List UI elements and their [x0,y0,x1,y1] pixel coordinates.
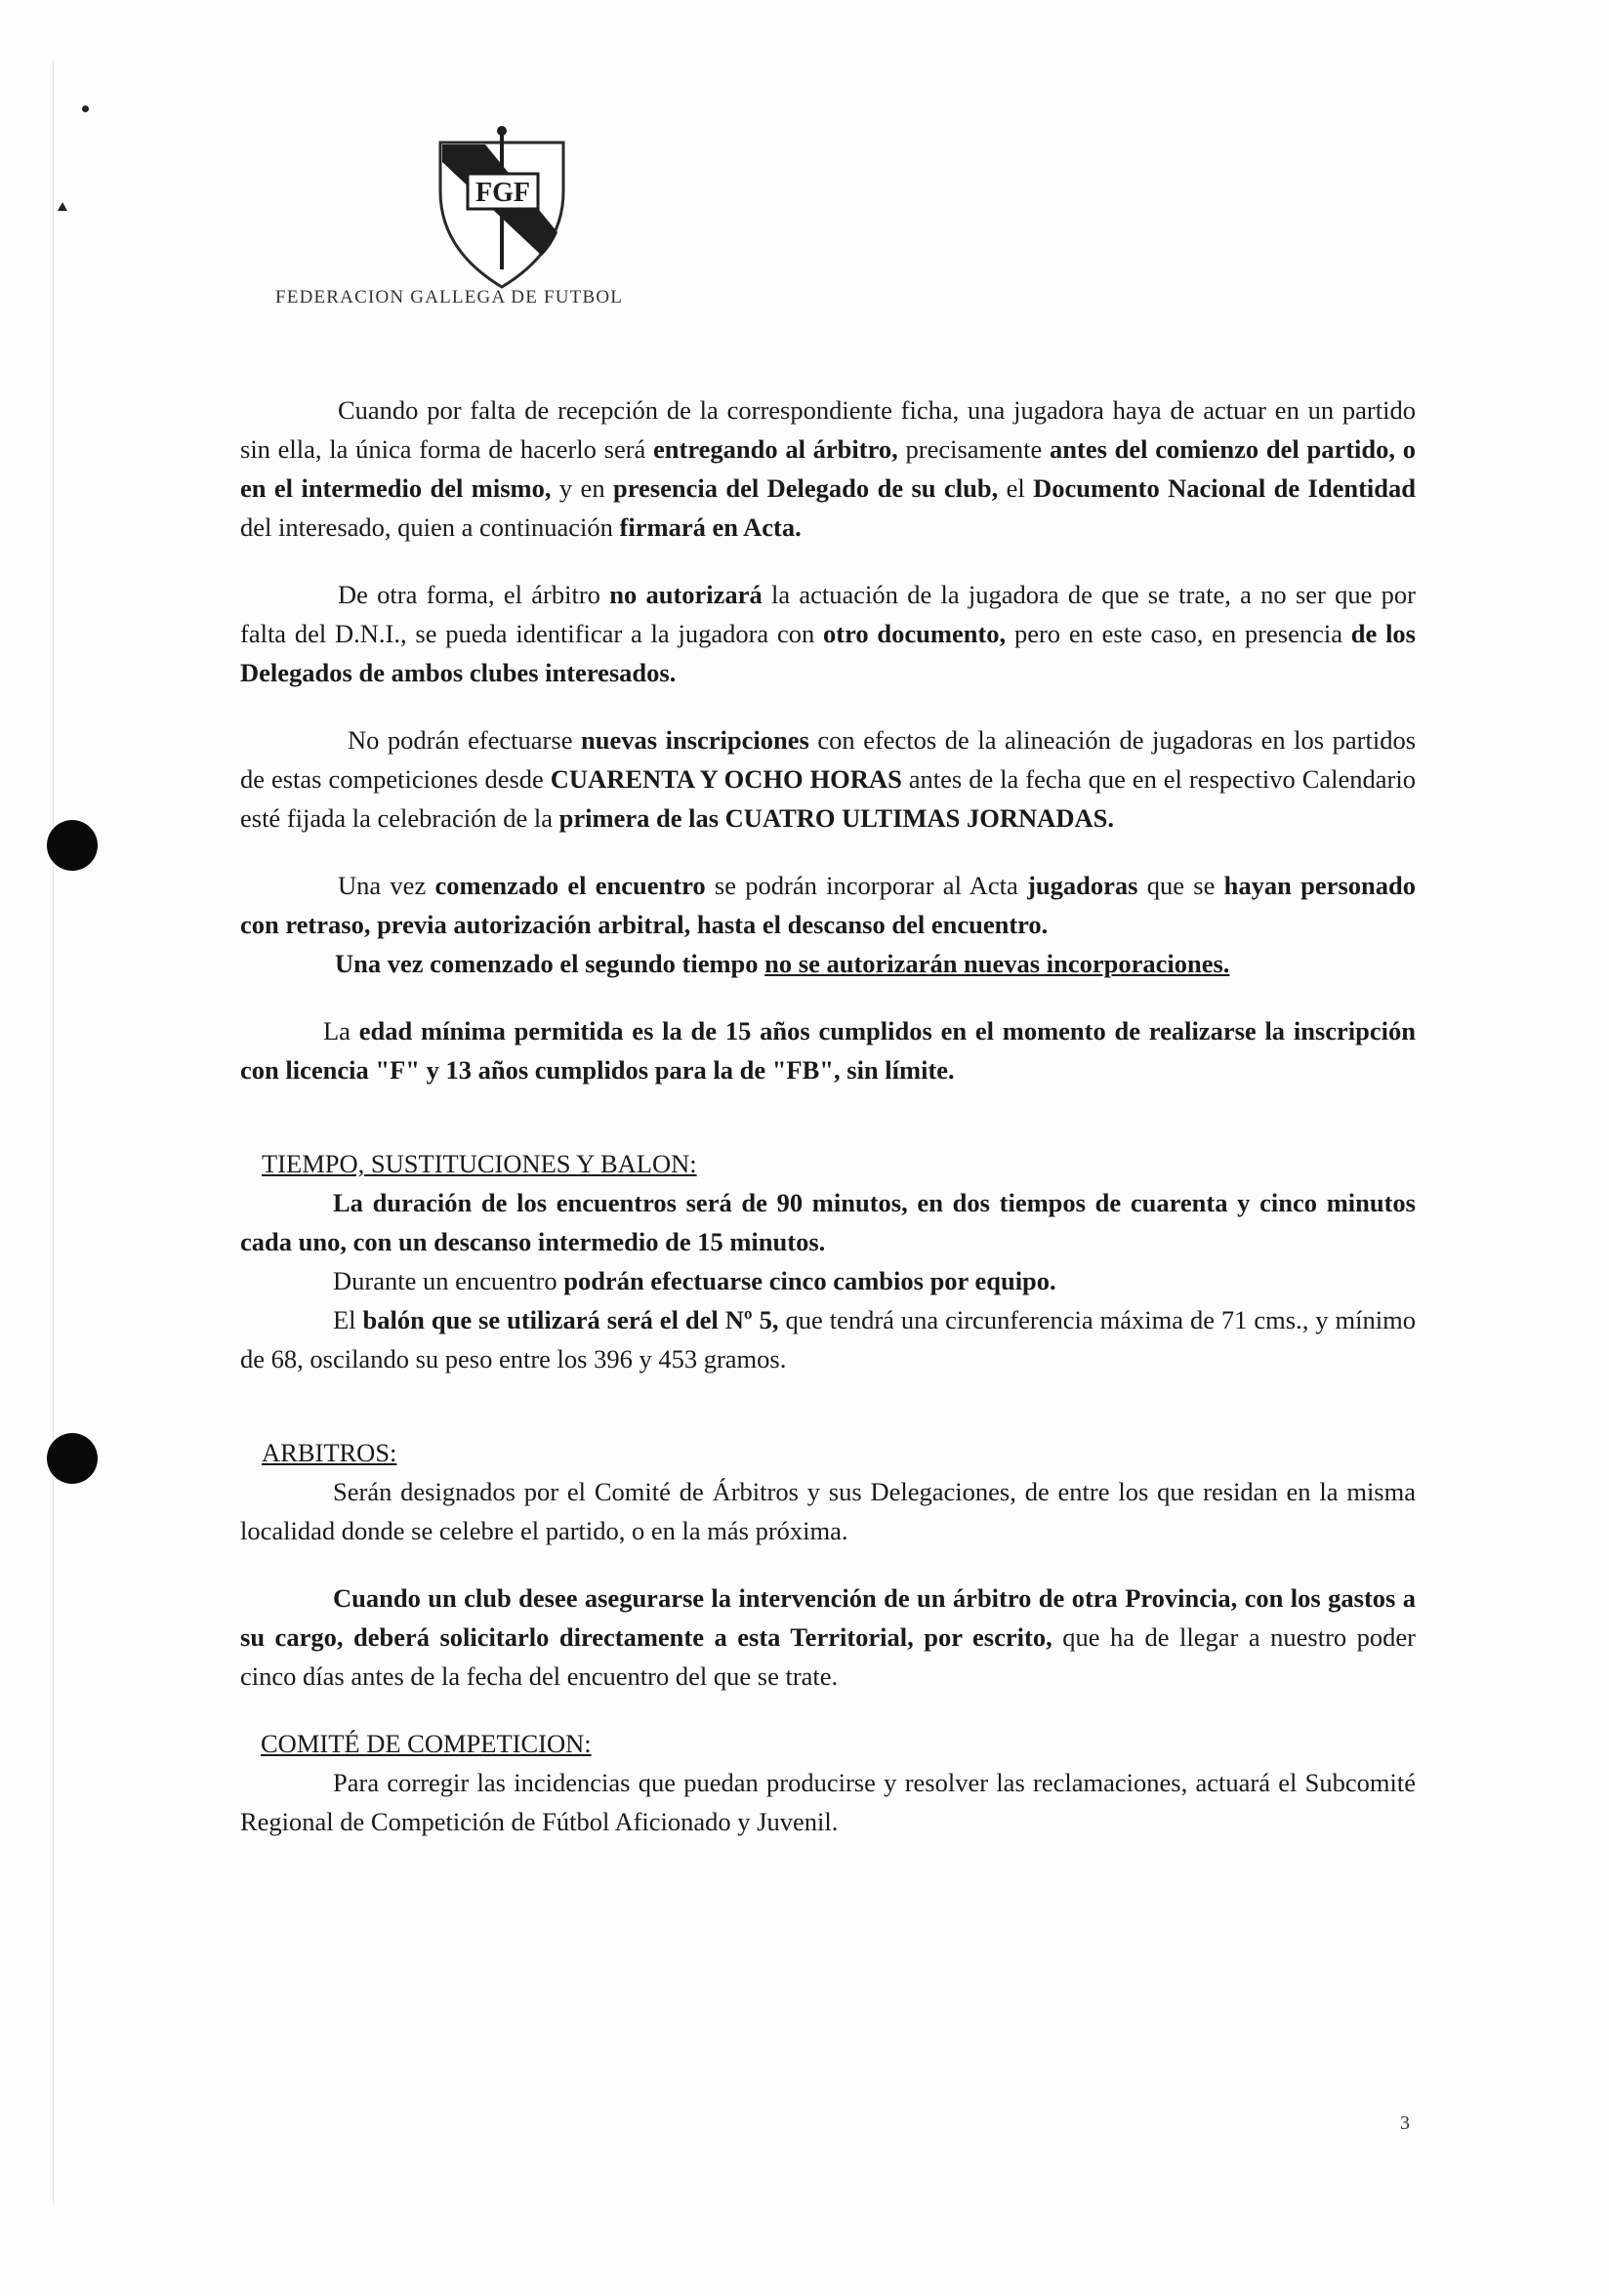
paragraph-ficha: Cuando por falta de recepción de la correspondiente ficha, una jugadora haya de actuar en un partido sin ella, la única forma de hacerlo será entregando al árbitro, precisamente antes del comienzo del partido, o en el intermedio del mismo, y en presencia del Delegado de su club, el Documento Nacional de Identidad del interesado, quien a continuación firmará en Acta. [240,395,1417,542]
heading-tiempo: TIEMPO, SUSTITUCIONES Y BALON: [262,1149,697,1178]
scan-speck [82,105,89,112]
federation-name: FEDERACION GALLEGA DE FUTBOL [275,287,624,308]
scan-speck [58,202,67,211]
paragraph-arbitros-otra-provincia: Cuando un club desee asegurarse la intervención de un árbitro de otra Provincia, con los gastos a su cargo, deberá solicitarlo directamente a esta Territorial, por escrito, que ha de llegar a nuestro poder cinco días antes de la fecha del encuentro del que se trate. [240,1583,1416,1691]
punch-hole [47,1433,98,1484]
paragraph-edad: La edad mínima permitida es la de 15 años cumplidos en el momento de realizarse la inscripción con licencia "F" y 13 años cumplidos para la de "FB", sin límite. [240,1016,1416,1085]
paragraph-balon: El balón que se utilizará será el del Nº 5, que tendrá una circunferencia máxima de 71 cms., y mínimo de 68, oscilando su peso entre los 396 y 453 gramos. [240,1305,1416,1374]
heading-arbitros: ARBITROS: [262,1438,397,1467]
paragraph-autorizacion: De otra forma, el árbitro no autorizará la actuación de la jugadora de que se trate, a no ser que por falta del D.N.I., se pueda identificar a la jugadora con otro documento, pero en este caso, en presencia de los Delegados de ambos clubes interesados. [240,580,1417,687]
paragraph-arbitros-designacion: Serán designados por el Comité de Árbitros y sus Delegaciones, de entre los que residan en la misma localidad donde se celebre el partido, o en la más próxima. [240,1477,1416,1545]
paragraph-duracion: La duración de los encuentros será de 90 minutos, en dos tiempos de cuarenta y cinco minutos cada uno, con un descanso intermedio de 15 minutos. [240,1188,1416,1256]
scan-edge [53,59,54,2206]
paragraph-inscripciones: No podrán efectuarse nuevas inscripciones con efectos de la alineación de jugadoras en los partidos de estas competiciones desde CUARENTA Y OCHO HORAS antes de la fecha que en el respectivo Calendario esté fijada la celebración de la primera de las CUATRO ULTIMAS JORNADAS. [240,725,1417,833]
paragraph-comite: Para corregir las incidencias que puedan producirse y resolver las reclamaciones, actuará el Subcomité Regional de Competición de Fútbol Aficionado y Juvenil. [240,1768,1416,1836]
paragraph-incorporaciones-2: Una vez comenzado el segundo tiempo no se autorizarán nuevas incorporaciones. [335,949,1230,978]
paragraph-incorporaciones: Una vez comenzado el encuentro se podrán incorporar al Acta jugadoras que se hayan personado con retraso, previa autorización arbitral, hasta el descanso del encuentro. [240,871,1416,939]
federation-shield-logo [436,123,567,289]
heading-comite: COMITÉ DE COMPETICION: [261,1729,592,1758]
document-body [240,390,1416,1841]
paragraph-cambios: Durante un encuentro podrán efectuarse cinco cambios por equipo. [333,1266,1056,1295]
logo-text: FGF [475,178,530,208]
page-number: 3 [1400,2112,1410,2134]
punch-hole [47,820,98,871]
